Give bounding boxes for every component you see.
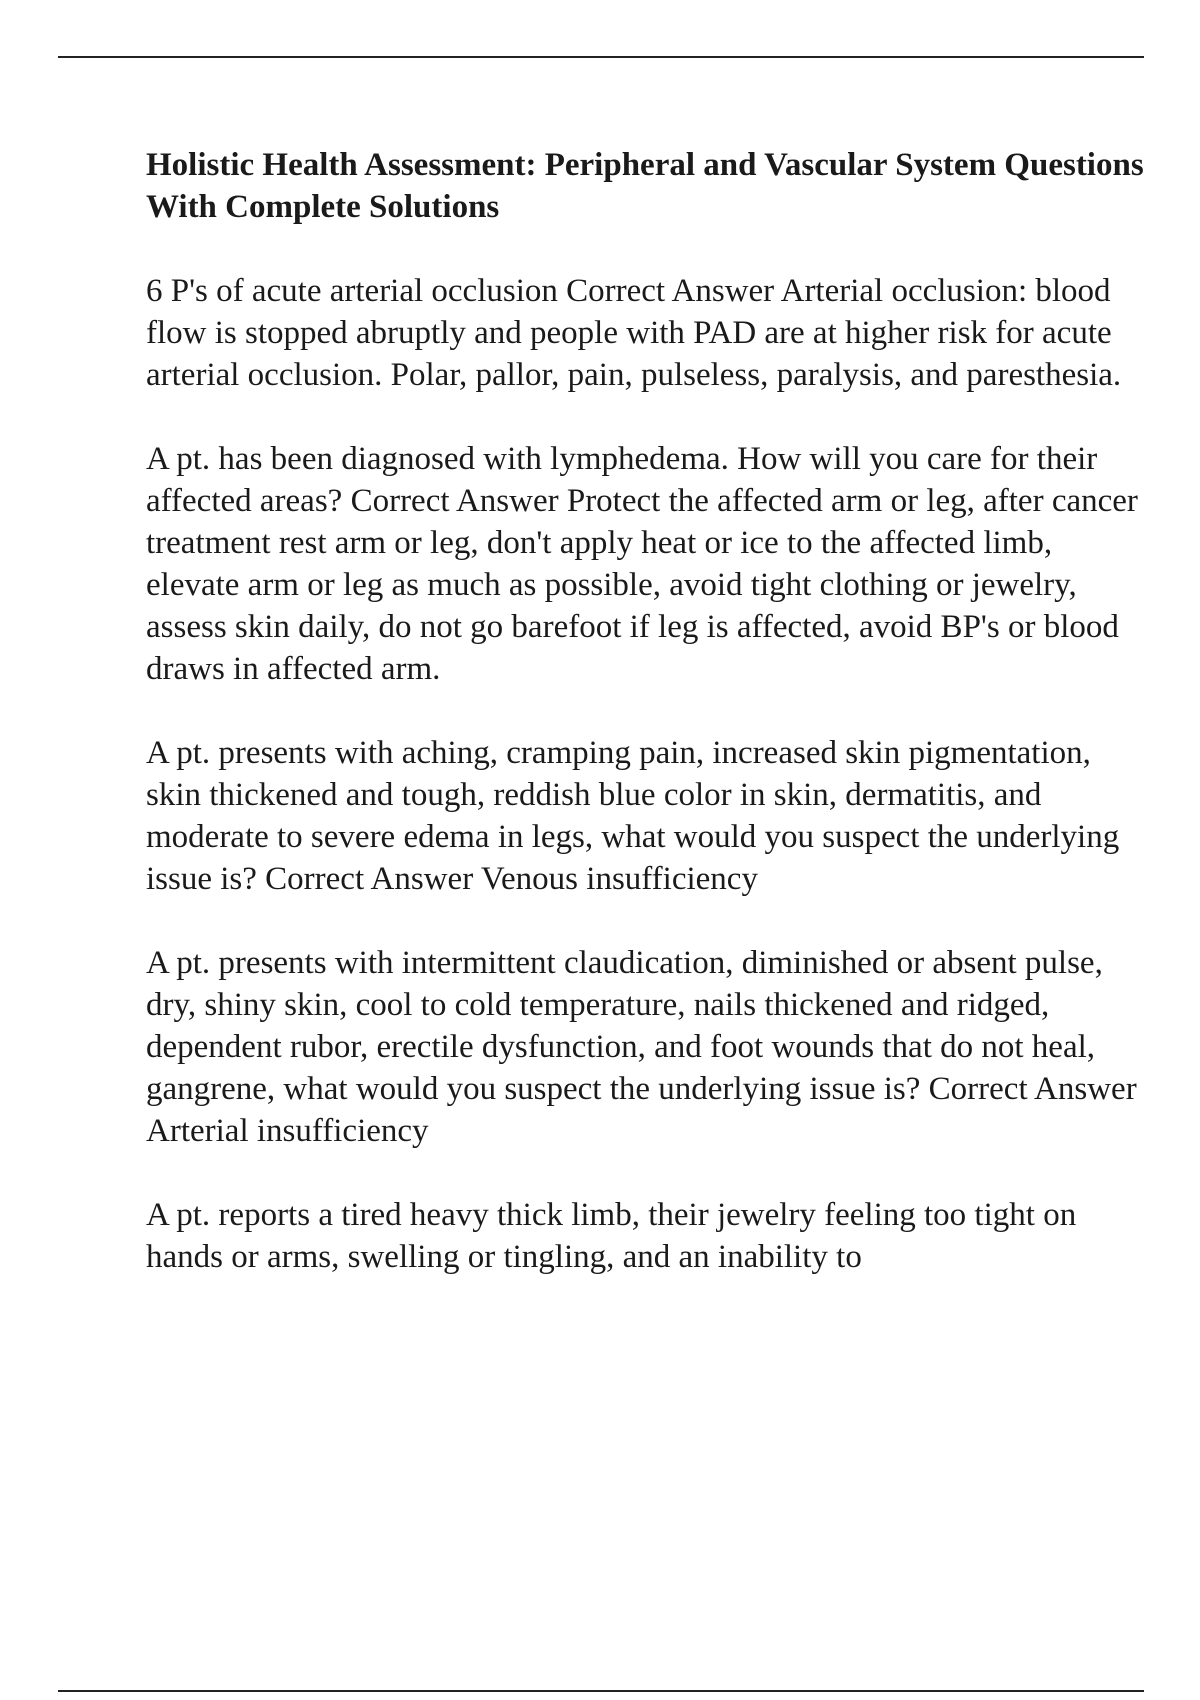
qa-item [146,270,1146,396]
answer-text: Arterial insufficiency [146,1113,429,1149]
answer-label: Correct Answer [350,483,559,519]
qa-item [146,942,1146,1152]
top-divider [58,56,1144,58]
answer-text: Venous insufficiency [480,861,758,897]
qa-item [146,438,1146,690]
question-text: A pt. has been diagnosed with lymphedema. How will you care for their affected areas? [146,441,1106,519]
question-text: A pt. presents with intermittent claudication, diminished or absent pulse, dry, shiny skin, cool to cold temperature, nails thickened and ridged, dependent rubor, erectile dysfunction, and foot wounds that do not heal, gangrene, what would you suspect the underlying issue is? [146,945,1112,1107]
bottom-divider [58,1690,1144,1692]
answer-text: Protect the affected arm or leg, after cancer treatment rest arm or leg, don't apply heat or ice to the affected limb, elevate arm or leg as much as possible, avoid tight clothing or jewelry, assess skin daily, do not go barefoot if leg is affected, avoid BP's or blood draws in affected arm. [146,483,1147,687]
document-body [146,144,1146,1320]
answer-label: Correct Answer [928,1071,1137,1107]
answer-label: Correct Answer [265,861,474,897]
qa-item [146,732,1146,900]
answer-label: Correct Answer [566,273,775,309]
answer-text: Arterial occlusion: blood flow is stopped abruptly and people with PAD are at higher risk for acute arterial occlusion. Polar, pallor, pain, pulseless, paralysis, and paresthesia. [146,273,1122,393]
question-text: A pt. reports a tired heavy thick limb, their jewelry feeling too tight on hands or arms, swelling or tingling, and an inability to [146,1197,1085,1275]
qa-item [146,1194,1146,1278]
question-text: 6 P's of acute arterial occlusion [146,273,558,309]
document-title: Holistic Health Assessment: Peripheral and Vascular System Questions With Complete Solutions [146,147,1144,225]
question-text: A pt. presents with aching, cramping pain, increased skin pigmentation, skin thickened and tough, reddish blue color in skin, dermatitis, and moderate to severe edema in legs, what would you suspect the underlying issue is? [146,735,1128,897]
